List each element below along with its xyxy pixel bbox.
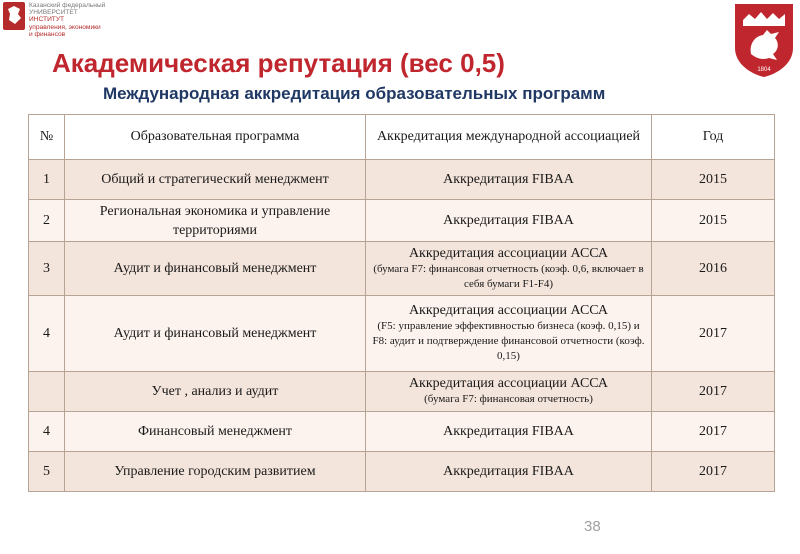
logo-line-1: Казанский федеральный — [29, 2, 106, 9]
cell-program: Финансовый менеджмент — [65, 412, 366, 452]
accreditation-main: Аккредитация ассоциации АССА — [408, 376, 609, 391]
accreditation-main: Аккредитация ассоциации АССА — [408, 303, 609, 318]
cell-year: 2015 — [652, 160, 775, 200]
cell-accreditation — [366, 242, 652, 296]
accreditation-note: (бумага F7: финансовая отчетность) — [424, 393, 593, 405]
cell-num: 2 — [29, 200, 65, 242]
table-row — [29, 200, 775, 242]
cell-accreditation — [366, 296, 652, 372]
cell-accreditation — [366, 412, 652, 452]
table-row — [29, 160, 775, 200]
header-accreditation: Аккредитация международной ассоциацией — [366, 115, 652, 160]
cell-num: 5 — [29, 452, 65, 492]
table-row — [29, 242, 775, 296]
logo-line-3: ИНСТИТУТ — [29, 16, 65, 24]
cell-accreditation — [366, 160, 652, 200]
header-program: Образовательная программа — [65, 115, 366, 160]
table-row — [29, 372, 775, 412]
logo-line-2: УНИВЕРСИТЕТ — [29, 9, 78, 17]
table-row — [29, 452, 775, 492]
logo-text — [29, 2, 105, 38]
cell-num: 4 — [29, 296, 65, 372]
accreditation-main: Аккредитация FIBAA — [443, 423, 574, 439]
cell-program: Региональная экономика и управление территориями — [65, 200, 366, 242]
page-title: Академическая репутация (вес 0,5) — [52, 48, 505, 78]
accreditation-note: (бумага F7: финансовая отчетность (коэф. 0,6, включает в себя бумаги F1-F4) — [373, 262, 644, 290]
kfu-logo-icon — [3, 2, 25, 30]
accreditation-table — [28, 114, 775, 492]
accreditation-main: Аккредитация FIBAA — [443, 171, 574, 187]
cell-program: Аудит и финансовый менеджмент — [65, 296, 366, 372]
cell-accreditation — [366, 200, 652, 242]
logo-line-4: управления, экономики — [29, 23, 101, 31]
table-header-row — [29, 115, 775, 160]
cell-year: 2016 — [652, 242, 775, 296]
cell-num: 1 — [29, 160, 65, 200]
page-subtitle: Международная аккредитация образовательных программ — [103, 84, 606, 103]
shield-emblem-icon — [733, 2, 795, 78]
accreditation-main: Аккредитация FIBAA — [443, 463, 574, 479]
cell-year: 2015 — [652, 200, 775, 242]
cell-year: 2017 — [652, 452, 775, 492]
cell-program: Управление городским развитием — [65, 452, 366, 492]
cell-year: 2017 — [652, 412, 775, 452]
cell-year: 2017 — [652, 372, 775, 412]
header-num: № — [29, 115, 65, 160]
cell-accreditation — [366, 452, 652, 492]
cell-program: Общий и стратегический менеджмент — [65, 160, 366, 200]
institute-logo — [3, 2, 153, 38]
cell-year: 2017 — [652, 296, 775, 372]
accreditation-note: (F5: управление эффективностью бизнеса (коэф. 0,15) и F8: аудит и подтверждение финансовой отчетности (коэф. 0,15) — [372, 320, 645, 362]
table-row — [29, 412, 775, 452]
emblem-year: 1804 — [757, 67, 771, 73]
logo-line-5: и финансов — [29, 30, 66, 38]
cell-program: Учет , анализ и аудит — [65, 372, 366, 412]
accreditation-main: Аккредитация FIBAA — [443, 212, 574, 228]
table-row — [29, 296, 775, 372]
cell-program: Аудит и финансовый менеджмент — [65, 242, 366, 296]
cell-num: 4 — [29, 412, 65, 452]
header-year: Год — [652, 115, 775, 160]
accreditation-main: Аккредитация ассоциации АССА — [408, 245, 609, 261]
cell-num: 3 — [29, 242, 65, 296]
kfu-emblem — [733, 2, 795, 78]
cell-accreditation — [366, 372, 652, 412]
page-number: 38 — [584, 518, 601, 535]
cell-num — [29, 372, 65, 412]
